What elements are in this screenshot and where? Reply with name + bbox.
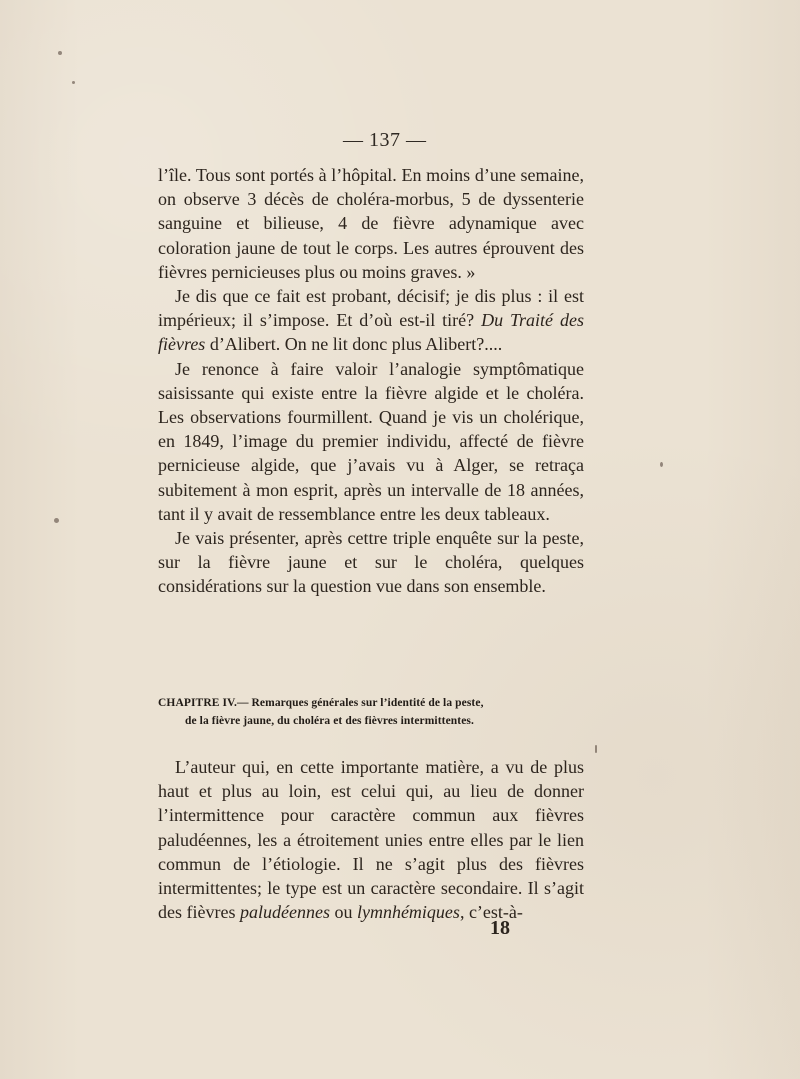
- paper-speck: [58, 51, 62, 55]
- chapter-heading-line-1: [158, 694, 583, 712]
- paragraph-5-text-a: L’auteur qui, en cette importante matière, a vu de plus haut et plus au loin, est celui qui, au lieu de donner l’intermittence pour caractère commun aux fièvres paludéennes, les a étroitement unies entre elles par le lien commun de l’étiologie. Il ne s’agit plus des fièvres intermittentes; le type est un caractère secondaire. Il s’agit des fièvres: [158, 757, 584, 923]
- paper-speck: [660, 462, 663, 467]
- paragraph-5-text-b: ou: [329, 902, 357, 923]
- paper-speck: [72, 81, 75, 84]
- paragraph-5-text-c: , c’est-à-: [459, 902, 523, 923]
- paragraph-2: [158, 284, 584, 357]
- paragraph-5: [158, 755, 584, 924]
- paper-speck: [595, 745, 597, 753]
- main-text-block: [158, 163, 584, 599]
- paragraph-2-italic: Du Traité des fièvres: [158, 310, 584, 355]
- page-signature: 18: [490, 917, 510, 939]
- paragraph-5-italic-2: lymnhémiques: [356, 902, 460, 923]
- chapter-text-block: [158, 755, 584, 924]
- chapter-title-line-2: de la fièvre jaune, du choléra et des fièvres intermittentes.: [185, 715, 474, 727]
- paragraph-5-italic-1: paludéennes: [239, 902, 330, 923]
- paper-speck: [54, 518, 59, 523]
- chapter-heading: [158, 694, 583, 730]
- chapter-label: CHAPITRE IV.: [158, 697, 237, 709]
- chapter-title-line-1: — Remarques générales sur l’identité de la peste,: [236, 697, 484, 709]
- paragraph-3: Je renonce à faire valoir l’analogie symptômatique saisissante qui existe entre la fièvre algide et le choléra. Les observations fourmillent. Quand je vis un cholérique, en 1849, l’image du premier individu, affecté de fièvre pernicieuse algide, que j’avais vu à Alger, se retraça subitement à mon esprit, après un intervalle de 18 années, tant il y avait de ressemblance entre les deux tableaux.: [158, 358, 584, 524]
- page-header: — 137 —: [343, 129, 427, 151]
- paragraph-2-text-b: d’Alibert. On ne lit donc plus Alibert?....: [205, 334, 503, 355]
- paragraph-4: Je vais présenter, après cettre triple enquête sur la peste, sur la fièvre jaune et sur le choléra, quelques considérations sur la question vue dans son ensemble.: [158, 528, 584, 597]
- paragraph-1: l’île. Tous sont portés à l’hôpital. En moins d’une semaine, on observe 3 décès de choléra-morbus, 5 de dyssenterie sanguine et bilieuse, 4 de fièvre adynamique avec coloration jaune de tout le corps. Les autres éprouvent des fièvres pernicieuses plus ou moins graves. »: [158, 165, 584, 282]
- paragraph-2-text-a: Je dis que ce fait est probant, décisif; je dis plus : il est impérieux; il s’impose. Et d’où est-il tiré?: [158, 286, 584, 331]
